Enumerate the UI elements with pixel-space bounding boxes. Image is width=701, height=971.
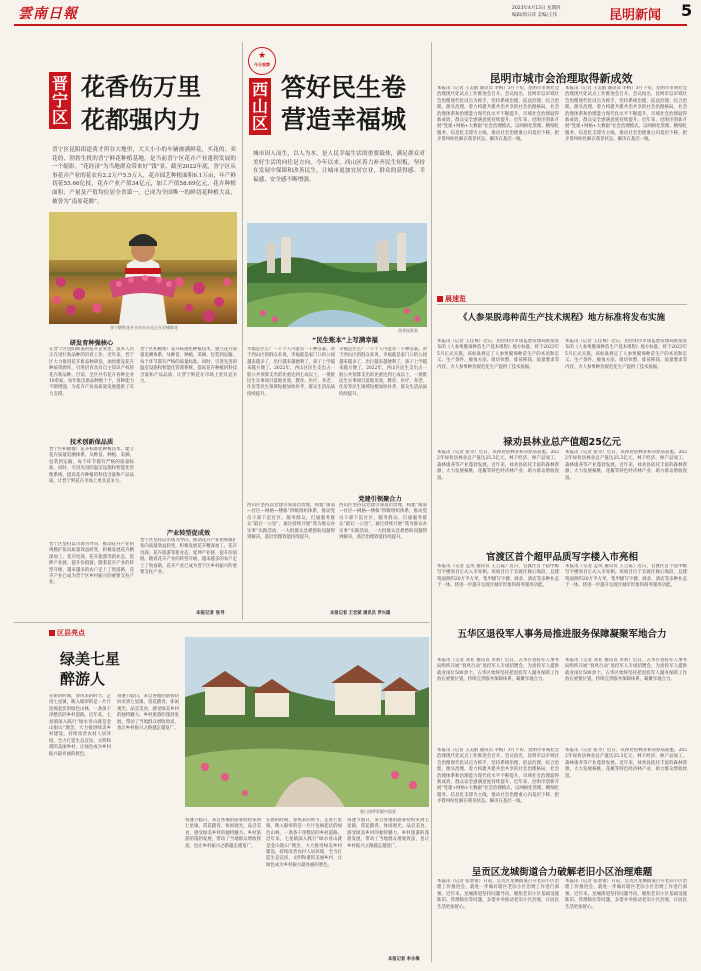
section-county-highlights <box>49 628 85 638</box>
left-photo-caption: 晋宁钢铁花卉合作社社员正在采摘鲜花 <box>110 325 178 330</box>
right-body-5b: 本报讯（记者 邓亚 通讯员 李欣）近日，五华区退役军人事务局组织开展“春风行动”退役军人专场招聘会，为退役军人提供就业岗位500余个。五华区始终坚持把退役军人服务保障工作放在重要位置，持续完善服务保障体系，凝聚军地合力。 <box>565 658 687 683</box>
left-subhead-2: 技术创新保品质 <box>69 439 114 446</box>
flower-farmer-illustration <box>49 212 237 324</box>
right-body-3a: 本报讯（记者 张寻）近日，从禄劝县林业和草原局获悉，2022年禄劝县林业总产值达25.3亿元，林下经济、林产品加工、森林康养等产业蓬勃发展。近年来，禄劝县依托丰富的森林资源，大力发展核桃、花椒等特色经济林产业，助力群众增收致富。 <box>437 450 559 481</box>
badge-star-icon: ★ <box>257 51 267 61</box>
bottom-photo-caption: 鲁口翔呼彩繁中韵景 <box>360 809 396 814</box>
left-body-cont: 晋宁区积极推广花卉标准化种植技术，建立花卉质量追溯体系，从种苗、种植、采摘、包装到运输，每个环节都有严格的质量标准。同时，引进先进的温室设施和智能化管理系统，提高花卉种植的科技含量和产品品质，让晋宁鲜花在市场上更具竞争力。 <box>140 347 237 385</box>
right-body-2b: 本报讯（记者 王佳骞）近日，由昆明市市场监督管理局批准发布的《人参果脱毒种苗生产技术规程》地方标准，将于2023年5月正式实施。该标准规定了人参果脱毒种苗生产的术语和定义、生产条件、脱毒方法、组培快繁、炼苗移栽、质量要求等内容，为人参果种苗规范化生产提供了技术依据。 <box>565 339 687 370</box>
section-title: 昆明新闻 <box>609 8 662 23</box>
bottom-body-2b: 在新的时期，春风来的时节，走进七星镇，映入眼帘的是一片片连绵起伏的绿色山林，一条条干净整洁的乡村道路。近年来，七星镇深入践行“绿水青山就是金山银山”理念，大力推进绿美乡村建设，持续改善农村人居环境，全力打造生态宜居、文明和谐的美丽乡村，让绿色成为乡村振兴最亮丽的底色。 <box>266 818 342 868</box>
bottom-byline: 本报记者 李永梅 <box>388 957 420 962</box>
newspaper-logo: 雲南日報 <box>18 6 78 22</box>
bottom-body-1b: 每逢节假日，来自各地的游客纷纷来到七星镇，赏花踏青、休闲观光、品尝美食，感受绿美乡村的独特魅力。乡村旅游的蓬勃发展，带动了当地群众增收致富，也让乡村振兴之路越走越宽广。 <box>117 694 179 732</box>
section-marker-icon <box>437 296 443 302</box>
right-body-2a: 本报讯（记者 王佳骞）近日，由昆明市市场监督管理局批准发布的《人参果脱毒种苗生产技术规程》地方标准，将于2023年5月正式实施。该标准规定了人参果脱毒种苗生产的术语和定义、生产条件、脱毒方法、组培快繁、炼苗移栽、质量要求等内容，为人参果种苗规范化生产提供了技术依据。 <box>437 339 559 370</box>
park-landscape-illustration <box>247 223 427 327</box>
bottom-title-line1: 绿美七星 <box>60 650 121 668</box>
today-observation-label: 今日观察 <box>254 62 270 67</box>
right-headline-5: 五华区退役军人事务局推进服务保障凝聚军地合力 <box>457 629 667 640</box>
right-body-4b: 本报讯（记者 孟岚 通讯员 王云霞）近日，官渡区首个超甲级写字楼项目正式入市亮相。该项目位于官渡区核心地段，总建筑面积约20万平方米，集甲级写字楼、商业、酒店等多种业态于一体，将进一步提升官渡区城市形象和商务服务功能。 <box>565 564 687 589</box>
right-body-6b: 本报讯（记者 张蕾蕾）日前，呈贡区龙城街道召开老旧小区治理工作推进会，就进一步做好辖区老旧小区治理工作进行部署。近年来，龙城街道坚持问题导向，聚焦老旧小区基础设施陈旧、管理缺位等问题，多措并举推动老旧小区治理，让居民生活更加舒心。 <box>565 879 687 910</box>
today-observation-badge <box>248 47 276 75</box>
mid-subhead-1-box <box>290 335 400 345</box>
left-subhead-1: 研发育种强核心 <box>69 340 114 347</box>
section-morning-brief <box>437 294 466 304</box>
bottom-body-2c: 每逢节假日，来自各地的游客纷纷来到七星镇，赏花踏青、休闲观光、品尝美食，感受绿美乡村的独特魅力。乡村旅游的蓬勃发展，带动了当地群众增收致富，也让乡村振兴之路越走越宽广。 <box>347 818 429 849</box>
section-morning-brief-label: 晨速览 <box>445 295 466 303</box>
left-body-cont-2: 晋宁区坚持以市场为导向，推动花卉产业由规模扩张向质量效益转变，积极发展花卉精深加工、花卉电商、花卉旅游等新业态，延伸产业链、提升价值链。随着花卉产业的转型升级，越来越多的农户走上了致富路，花卉产业已成为晋宁区乡村振兴的重要支柱产业。 <box>49 542 134 586</box>
right-body-5-cont-b: 本报讯（记者 张寻）近日，从禄劝县林业和草原局获悉，2022年禄劝县林业总产值达25.3亿元，林下经济、林产品加工、森林康养等产业蓬勃发展。近年来，禄劝县依托丰富的森林资源，大力发展核桃、花椒等特色经济林产业，助力群众增收致富。 <box>565 748 687 779</box>
left-byline: 本报记者 张寻 <box>196 611 225 616</box>
right-headline-4: 官渡区首个超甲品质写字楼入市亮相 <box>485 552 638 563</box>
mid-body-1a: 幸福是什么？一千个人可能有一千种答案。对于西山区的群众来说，幸福就是家门口的公园越来越多了，出行越来越便利了，孩子上学越来越方便了。2022年，西山区民生支出占一般公共预算支出的比重达到七成以上，一批批民生实事项目落地见效，教育、医疗、养老、住房等民生领域短板加快补齐，群众生活品质持续提升。 <box>247 347 335 397</box>
right-body-1b: 本报讯（记者 王美娟 通讯员 李梅）3月下旬，昆明市市域社会治理现代化试点工作推进会召开。会议指出，昆明市以市域社会治理现代化试点为抓手，坚持系统治理、依法治理、综合治理、源头治理，着力构建共建共治共享的社会治理格局，社会治理体系和治理能力现代化水平不断提升，市域社会治理取得新成效，群众安全感满意度持续提升。近年来，昆明市创新开展“党建+网格+大数据”社会治理模式，以网格化管理、精细化服务、信息化支撑为主线，推动社会治理重心向基层下移，把矛盾纠纷化解在萌芽状态、解决在基层一线。 <box>565 86 687 143</box>
left-body-3: 晋宁区坚持以市场为导向，推动花卉产业由规模扩张向质量效益转变，积极发展花卉精深加工、花卉电商、花卉旅游等新业态，延伸产业链、提升价值链。随着花卉产业的转型升级，越来越多的农户走上了致富路，花卉产业已成为晋宁区乡村振兴的重要支柱产业。 <box>140 538 237 576</box>
district-tag-jinning: 晋宁区 <box>49 72 71 129</box>
mid-subhead-2: 党建引领聚合力 <box>358 496 402 503</box>
right-body-4a: 本报讯（记者 孟岚 通讯员 王云霞）近日，官渡区首个超甲级写字楼项目正式入市亮相。该项目位于官渡区核心地段，总建筑面积约20万平方米，集甲级写字楼、商业、酒店等多种业态于一体，将进一步提升官渡区城市形象和商务服务功能。 <box>437 564 559 589</box>
right-headline-6: 呈贡区龙城街道合力破解老旧小区治理难题 <box>471 867 653 878</box>
left-lead: 晋宁区昆阳街道黄才所谷大地里，大大小小的车辆被满鲜花，买花的、卖花的，勃勃生机的晋宁鲜花种植基地，是当前晋宁区花卉产业蓬勃发展的一个缩影。“花经济”为当地群众带来好“钱”景。截至2022年底，晋宁区从事花卉产业的花农有2.2万户5.5万人，花卉园艺种植面积6.1万亩，年产鲜切花55.66亿枝，花卉产业产值34亿元，加工产值58.69亿元，花卉种植面积、产量及产值均位居全省第一，已成为全国唯一的鲜切花种植大县，被誉为“南原花都”。 <box>52 147 236 205</box>
left-title-line1: 花香伤万里 <box>81 73 201 101</box>
masthead-rule <box>14 24 687 26</box>
left-body-2: 晋宁区积极推广花卉标准化种植技术，建立花卉质量追溯体系，从种苗、种植、采摘、包装到运输，每个环节都有严格的质量标准。同时，引进先进的温室设施和智能化管理系统，提高花卉种植的科技含量和产品品质，让晋宁鲜花在市场上更具竞争力。 <box>49 447 134 485</box>
right-section-rule <box>437 304 687 305</box>
left-subhead-3: 产业转型促成效 <box>166 530 211 537</box>
left-title-line2: 花都强内力 <box>81 106 201 134</box>
col-divider-left <box>242 42 243 620</box>
mid-title-line1: 答好民生卷 <box>281 73 407 102</box>
col-divider-mid <box>431 42 432 962</box>
editor-line: 编辑/郭日萍 美编/王伟 <box>512 13 557 18</box>
mid-photo <box>247 223 427 327</box>
mid-photo-caption: 西华园景象 <box>398 328 418 333</box>
mid-body-1b: 幸福是什么？一千个人可能有一千种答案。对于西山区的群众来说，幸福就是家门口的公园越来越多了，出行越来越便利了，孩子上学越来越方便了。2022年，西山区民生支出占一般公共预算支出的比重达到七成以上，一批批民生实事项目落地见效，教育、医疗、养老、住房等民生领域短板加快补齐，群众生活品质持续提升。 <box>339 347 427 397</box>
rural-village-illustration <box>185 637 429 807</box>
mid-title-line2: 营造幸福城 <box>281 105 407 134</box>
masthead <box>0 0 701 29</box>
section-marker-icon-2 <box>49 630 55 636</box>
bottom-photo <box>185 637 429 807</box>
mid-byline: 本报记者 王宏斌 通讯员 罗兴雄 <box>330 611 391 616</box>
right-headline: 昆明市城市会治理取得新成效 <box>489 72 633 85</box>
bottom-body-1a: 在新的时期，春风来的时节，走进七星镇，映入眼帘的是一片片连绵起伏的绿色山林，一条条干净整洁的乡村道路。近年来，七星镇深入践行“绿水青山就是金山银山”理念，大力推进绿美乡村建设，持续改善农村人居环境，全力打造生态宜居、文明和谐的美丽乡村，让绿色成为乡村振兴最亮丽的底色。 <box>49 694 111 757</box>
right-body-3b: 本报讯（记者 张寻）近日，从禄劝县林业和草原局获悉，2022年禄劝县林业总产值达25.3亿元，林下经济、林产品加工、森林康养等产业蓬勃发展。近年来，禄劝县依托丰富的森林资源，大力发展核桃、花椒等特色经济林产业，助力群众增收致富。 <box>565 450 687 481</box>
left-body-1: 在晋宁区昆阳街道的花卉企业里，技术人员正在进行新品种的培育工作。近年来，晋宁区大力推进花卉新品种研发，加快建设花卉种质资源库，引进培育具有自主知识产权的花卉新品种。目前，全区共有花卉育种企业10余家，每年推出新品种数十个，育种能力不断增强，为花卉产业高质量发展提供了有力支撑。 <box>49 347 134 397</box>
bottom-title-line2: 醉游人 <box>60 670 106 688</box>
right-body-5a: 本报讯（记者 邓亚 通讯员 李欣）近日，五华区退役军人事务局组织开展“春风行动”退役军人专场招聘会，为退役军人提供就业岗位500余个。五华区始终坚持把退役军人服务保障工作放在重要位置，持续完善服务保障体系，凝聚军地合力。 <box>437 658 559 683</box>
mid-body-2b: 西山区坚持以党建引领基层治理，构建“街道—社区—网格—楼栋”四级组织体系，推动党员干部下沉社区、服务群众，打通服务群众“最后一公里”。通过持续开展“我为群众办实事”实践活动，一大批群众急难愁盼问题得到解决，基层治理效能持续提升。 <box>339 503 427 541</box>
mid-subhead-1: “民生账本”上写满幸福 <box>312 336 378 344</box>
mid-body-2a: 西山区坚持以党建引领基层治理，构建“街道—社区—网格—楼栋”四级组织体系，推动党员干部下沉社区、服务群众，打通服务群众“最后一公里”。通过持续开展“我为群众办实事”实践活动，一大批群众急难愁盼问题得到解决，基层治理效能持续提升。 <box>247 503 335 541</box>
issue-date: 2023年4月13日 星期四 <box>512 6 561 11</box>
section-county-highlights-label: 区县亮点 <box>57 629 85 637</box>
mid-lead: 城市因人而生，以人为本，是人民幸福生活的重要载体，满足群众对美好生活的向往是方向。今年以来，西山区着力补齐民生短板，坚持在发展中保障和改善民生，让城市更加宜居宜业，群众的获得感、幸福感、安全感不断增强。 <box>253 151 425 183</box>
district-tag-xishan: 西山区 <box>249 78 271 135</box>
page-number: 5 <box>681 1 693 20</box>
right-headline-3: 禄劝县林业总产值超25亿元 <box>503 437 621 448</box>
left-photo <box>49 212 237 324</box>
bottom-section-rule <box>14 622 430 623</box>
right-headline-2: 《人参果脱毒种苗生产技术规程》地方标准将发布实施 <box>458 313 666 323</box>
right-body-5-cont-a: 本报讯（记者 王美娟 通讯员 李梅）3月下旬，昆明市市域社会治理现代化试点工作推进会召开。会议指出，昆明市以市域社会治理现代化试点为抓手，坚持系统治理、依法治理、综合治理、源头治理，着力构建共建共治共享的社会治理格局，社会治理体系和治理能力现代化水平不断提升，市域社会治理取得新成效，群众安全感满意度持续提升。近年来，昆明市创新开展“党建+网格+大数据”社会治理模式，以网格化管理、精细化服务、信息化支撑为主线，推动社会治理重心向基层下移，把矛盾纠纷化解在萌芽状态、解决在基层一线。 <box>437 748 559 805</box>
right-body-1a: 本报讯（记者 王美娟 通讯员 李梅）3月下旬，昆明市市域社会治理现代化试点工作推进会召开。会议指出，昆明市以市域社会治理现代化试点为抓手，坚持系统治理、依法治理、综合治理、源头治理，着力构建共建共治共享的社会治理格局，社会治理体系和治理能力现代化水平不断提升，市域社会治理取得新成效，群众安全感满意度持续提升。近年来，昆明市创新开展“党建+网格+大数据”社会治理模式，以网格化管理、精细化服务、信息化支撑为主线，推动社会治理重心向基层下移，把矛盾纠纷化解在萌芽状态、解决在基层一线。 <box>437 86 559 143</box>
bottom-body-2a: 每逢节假日，来自各地的游客纷纷来到七星镇，赏花踏青、休闲观光、品尝美食，感受绿美乡村的独特魅力。乡村旅游的蓬勃发展，带动了当地群众增收致富，也让乡村振兴之路越走越宽广。 <box>185 818 261 849</box>
right-body-6a: 本报讯（记者 张蕾蕾）日前，呈贡区龙城街道召开老旧小区治理工作推进会，就进一步做好辖区老旧小区治理工作进行部署。近年来，龙城街道坚持问题导向，聚焦老旧小区基础设施陈旧、管理缺位等问题，多措并举推动老旧小区治理，让居民生活更加舒心。 <box>437 879 559 910</box>
